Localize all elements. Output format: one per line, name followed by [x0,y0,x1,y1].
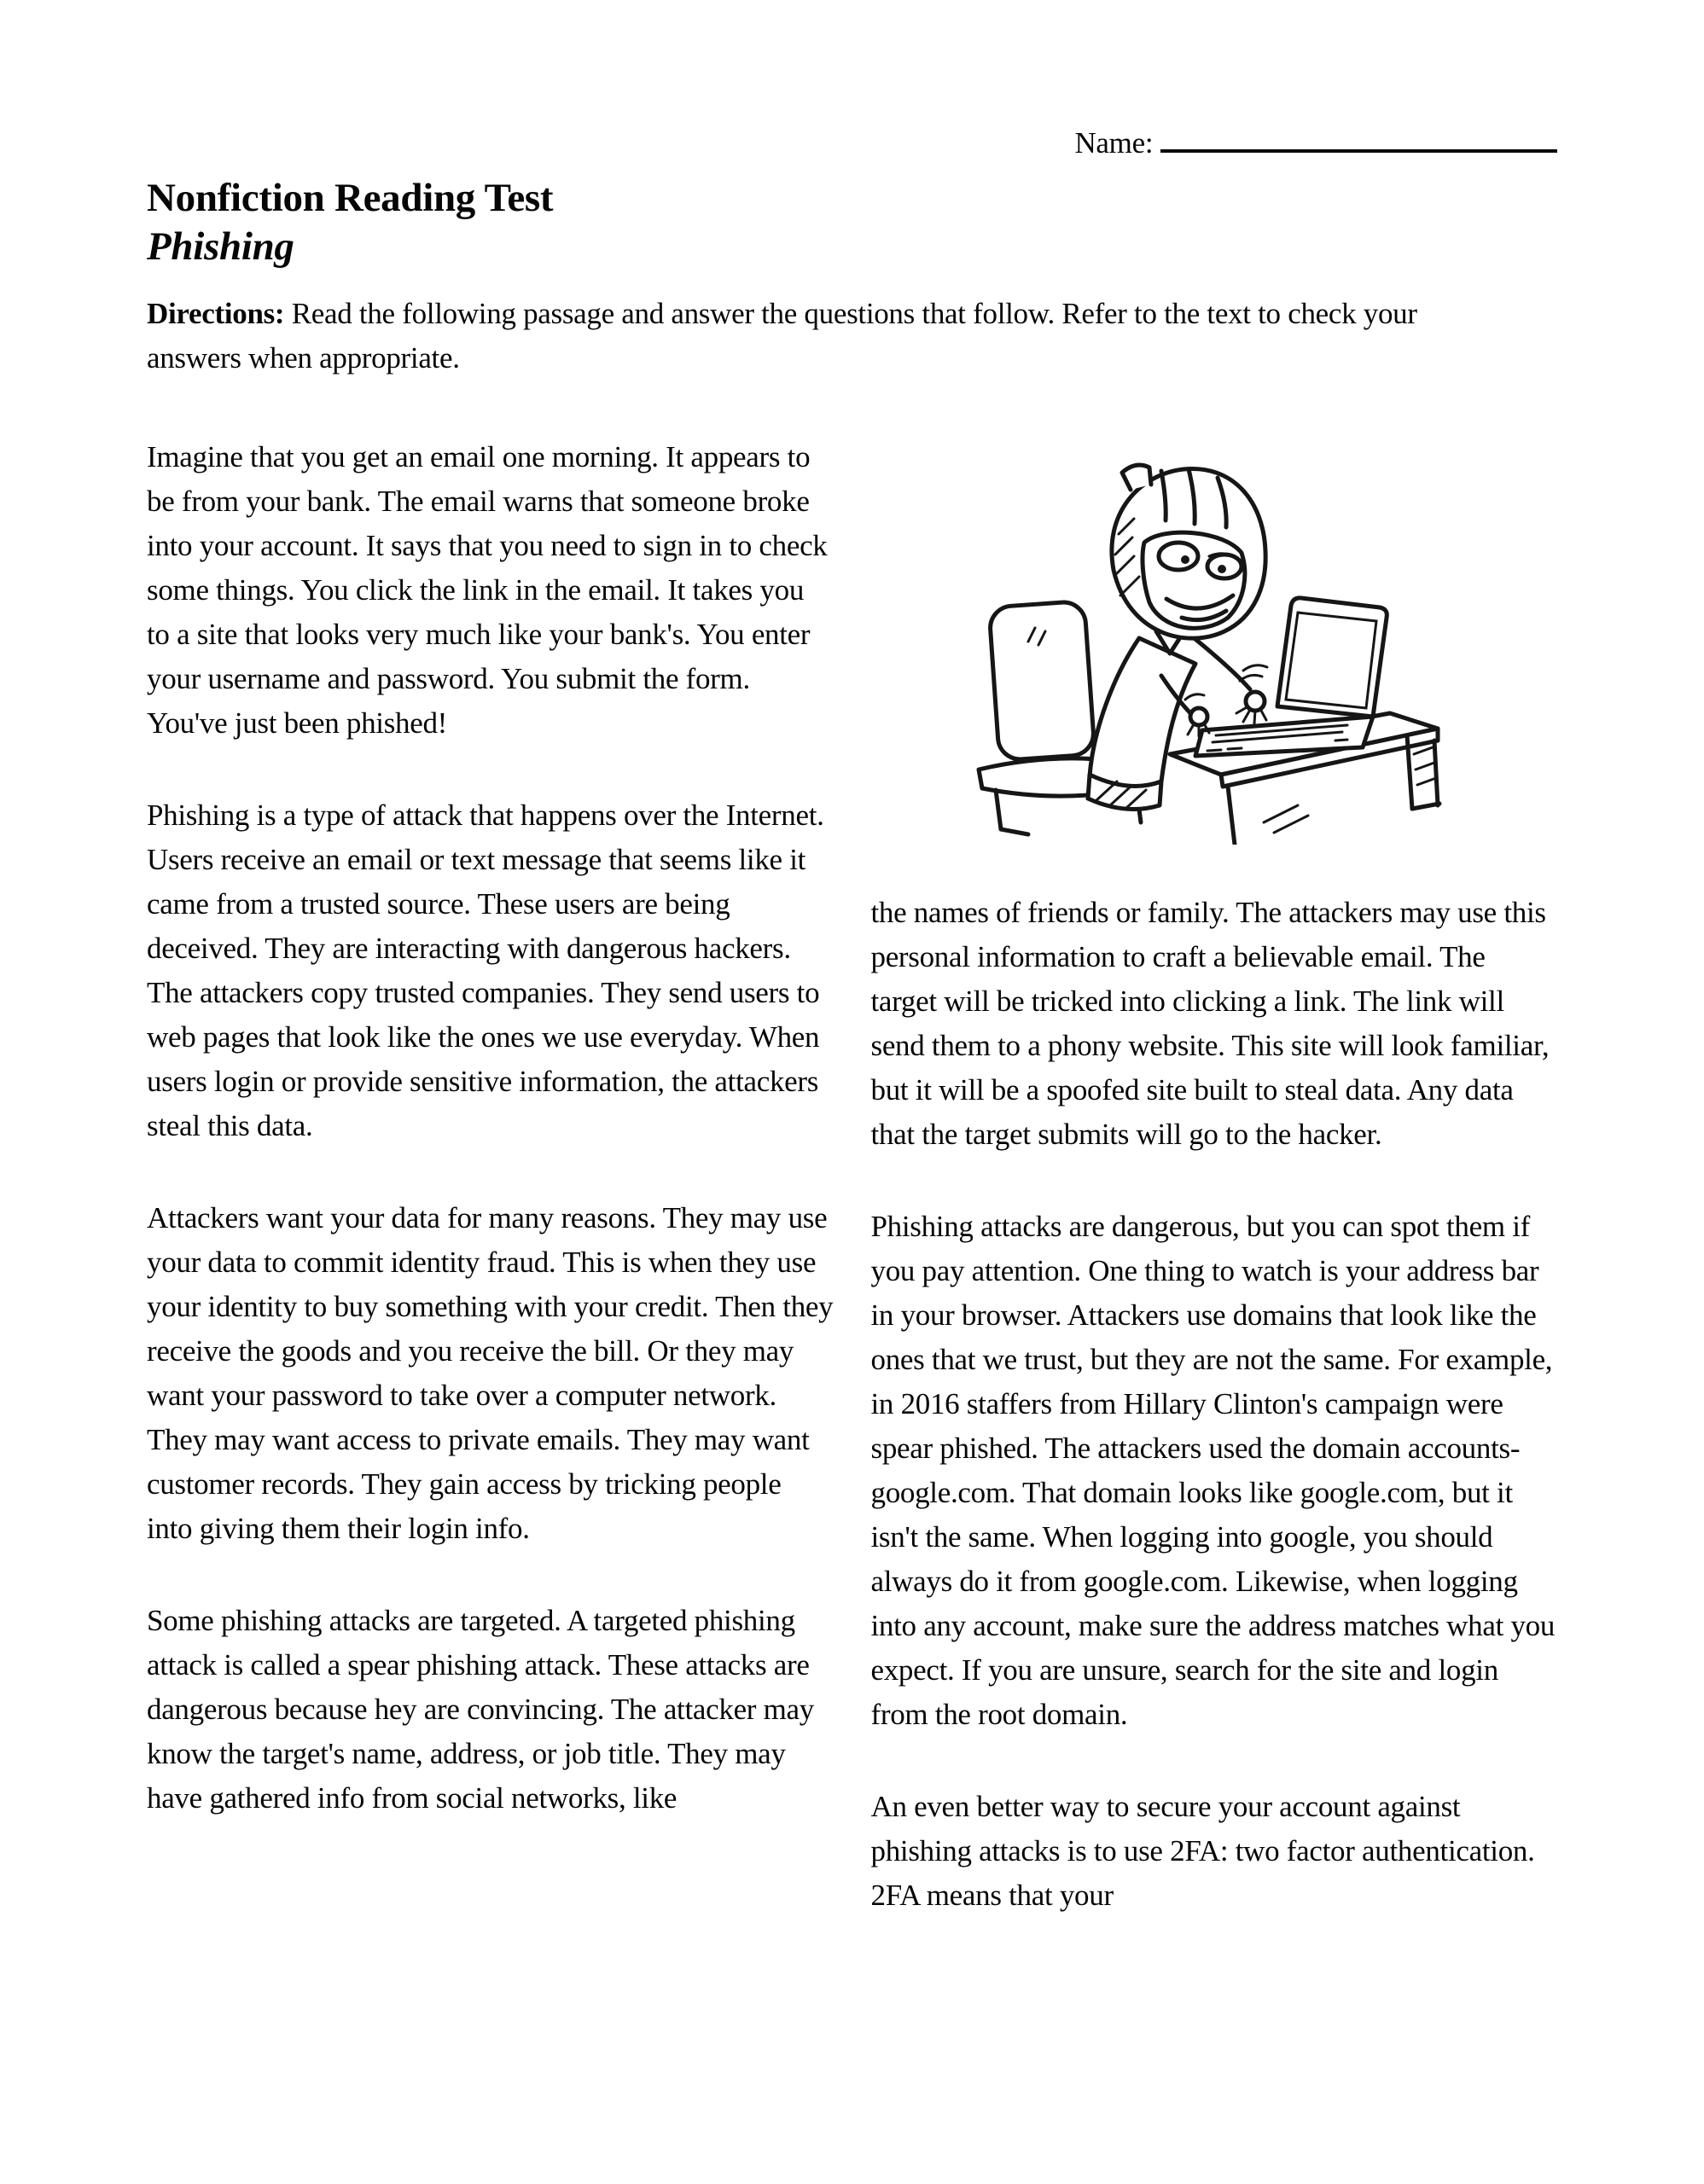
passage-paragraph: the names of friends or family. The attackers may use this personal information to craft a believable email. The target will be tricked into clicking a link. The link will send them to a phony website. This site will look familiar, but it will be a spoofed site built to steal data. Any data that the target submits will go to the hacker. [870,896,1550,1151]
passage-columns [147,435,1557,1966]
passage-paragraph: Phishing attacks are dangerous, but you can spot them if you pay attention. One thing to watch is your address bar in your browser. Attackers use domains that look like the ones that we trust, but they are not the same. For example, in 2016 staffers from Hillary Clinton's campaign were spear phished. The attackers used the domain accounts-google.com. That domain looks like google.com, but it isn't the same. When logging into google, you should always do it from google.com. Likewise, when logging into any account, make sure the address matches what you expect. If you are unsure, search for the site and login from the root domain. [870,1210,1556,1731]
passage-paragraph: An even better way to secure your account against phishing attacks is to use 2FA: two factor authentication. 2FA means that your [870,1790,1535,1912]
passage-paragraph: Phishing is a type of attack that happens over the Internet. Users receive an email or text message that seems like it came from a trusted source. These users are being deceived. They are interacting with dangerous hackers. The attackers copy trusted companies. They send users to web pages that look like the ones we use everyday. When users login or provide sensitive information, the attackers steal this data. [147,799,824,1142]
page-title: Nonfiction Reading Test [147,176,554,220]
passage-paragraph: Some phishing attacks are targeted. A targeted phishing attack is called a spear phishing attack. These attacks are dangerous because hey are convincing. The attacker may know the target's name, address, or job title. They may have gathered info from social networks, like [147,1604,814,1815]
hacker-illustration [946,461,1475,845]
passage-paragraph: Imagine that you get an email one morning. It appears to be from your bank. The email warns that someone broke into your account. It says that you need to sign in to check some things. You click the link in the email. It takes you to a site that looks very much like your bank's. You enter your username and password. You submit the form. You've just been phished! [147,440,828,740]
directions-text: Read the following passage and answer the questions that follow. Refer to the text to check your answers when appropriate. [147,297,1417,375]
masked-hacker-at-laptop-illustration [946,461,1475,845]
name-blank-line [1160,115,1557,153]
name-row [147,115,1557,166]
passage-right-column [871,435,1558,1966]
name-label: Name: [1074,126,1154,160]
directions-label: Directions: [147,297,285,330]
masked-head [1111,465,1265,638]
page-subtitle: Phishing [147,224,294,269]
directions [147,292,1478,380]
passage-left-column [147,435,834,1868]
passage-paragraph: Attackers want your data for many reasons. They may use your data to commit identity fraud. This is when they use your identity to buy something with your credit. Then they receive the goods and you receive the bill. Or they may want your password to take over a computer network. They may want access to private emails. They may want customer records. They gain access by tricking people into giving them their login info. [147,1201,834,1545]
